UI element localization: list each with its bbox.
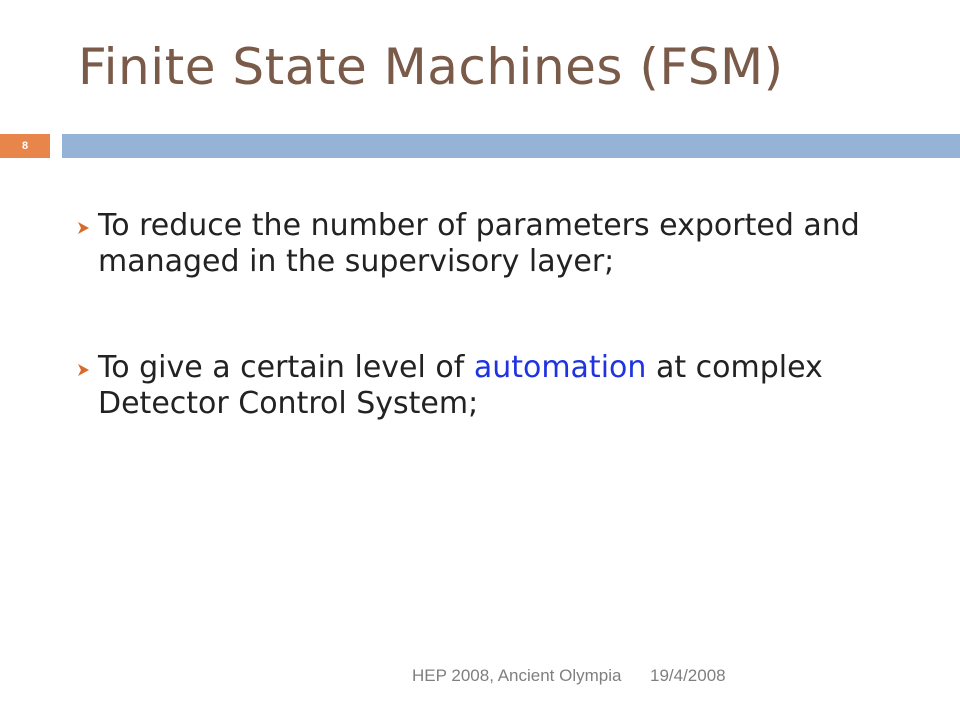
header-bar — [62, 134, 960, 158]
bullet-highlight-automation: automation — [473, 350, 647, 385]
arrowhead-bullet-icon — [76, 221, 90, 235]
footer-event: HEP 2008, Ancient Olympia — [412, 666, 622, 685]
bullet-list — [86, 208, 866, 422]
bullet-text-before: To give a certain level of — [98, 350, 474, 385]
bullet-item — [86, 350, 866, 422]
footer-date: 19/4/2008 — [650, 666, 726, 685]
slide-number-badge — [0, 134, 50, 158]
bullet-item — [86, 208, 866, 280]
bullet-text-after: at complex Detector Control System; — [98, 350, 823, 421]
arrowhead-bullet-icon — [76, 363, 90, 377]
bullet-text: To reduce the number of parameters exported and managed in the supervisory layer; — [98, 208, 860, 279]
slide-title: Finite State Machines (FSM) — [78, 38, 784, 96]
slide-number: 8 — [21, 140, 29, 152]
